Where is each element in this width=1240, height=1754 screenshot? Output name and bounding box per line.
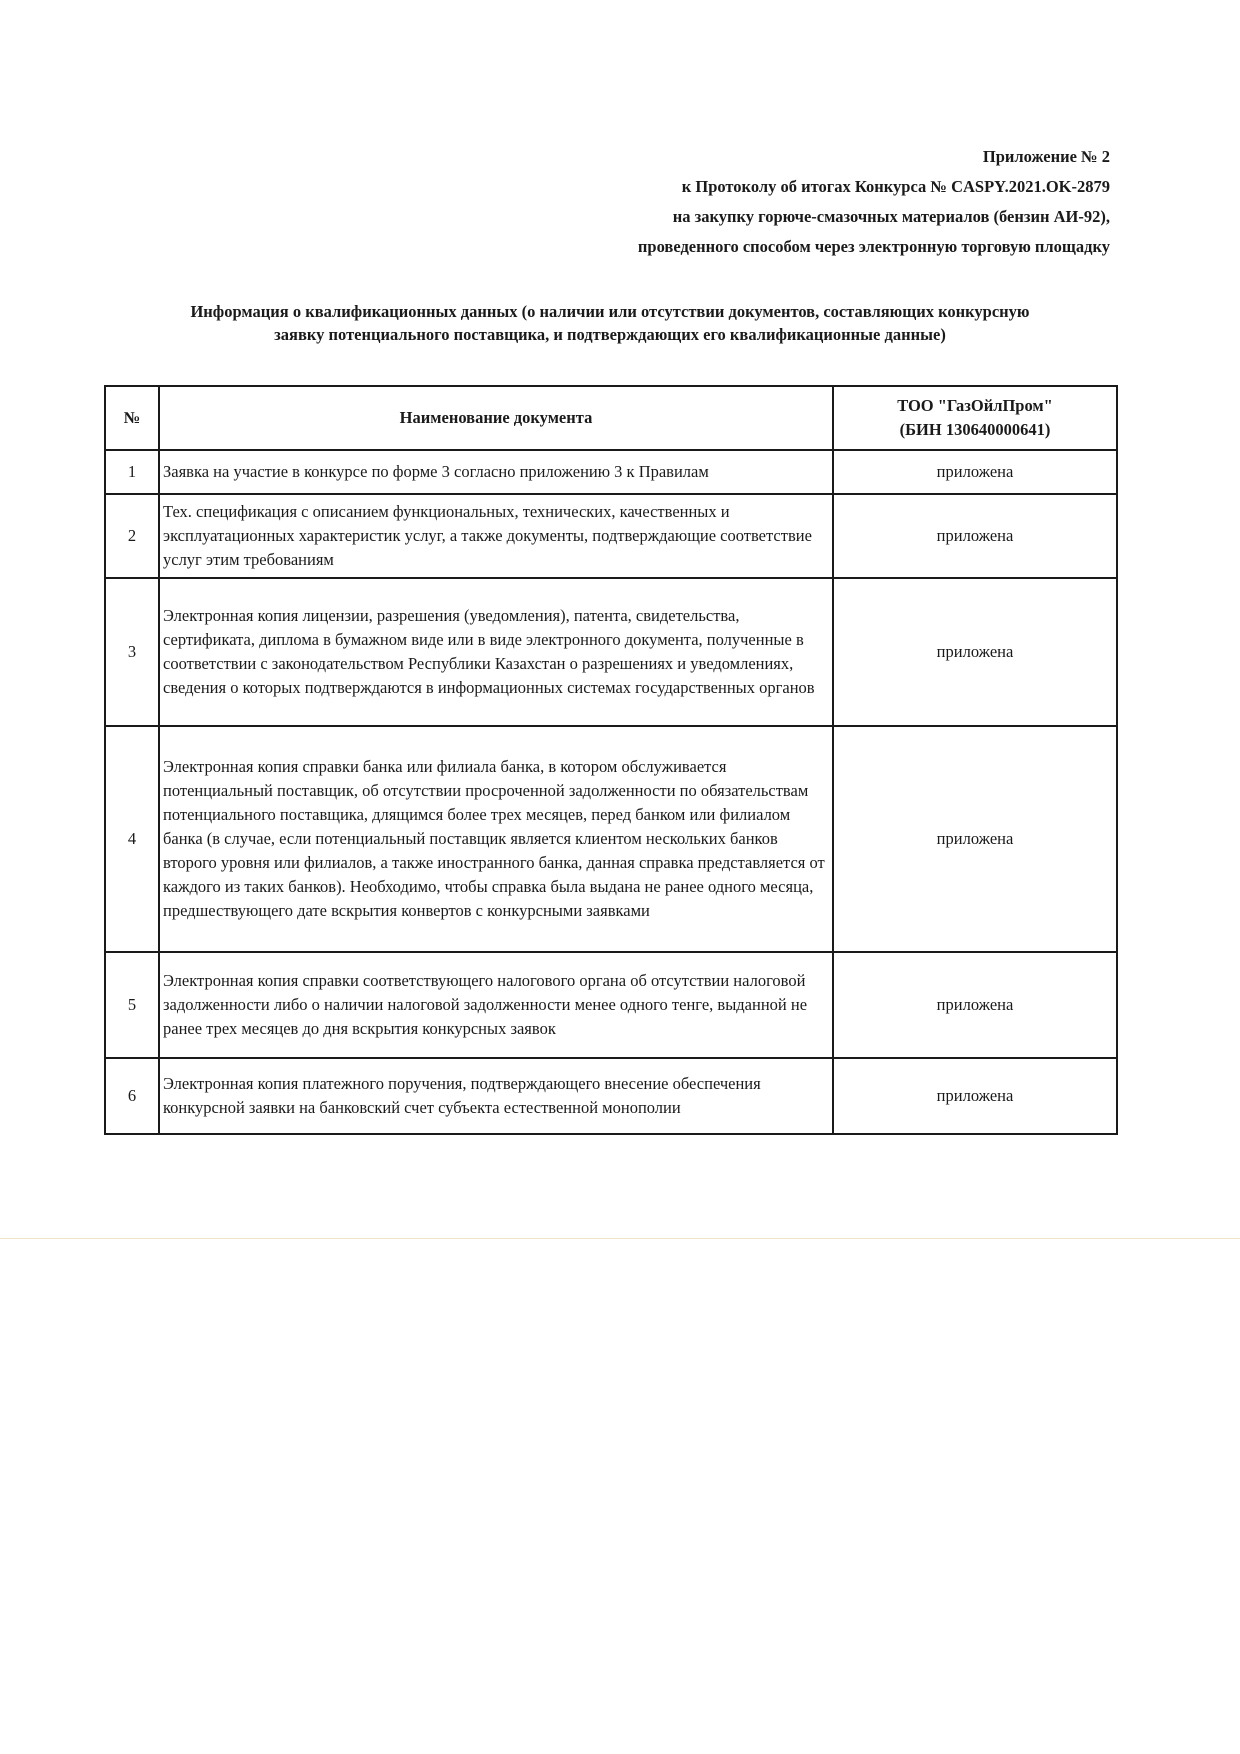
document-name: Заявка на участие в конкурсе по форме 3 согласно приложению 3 к Правилам (159, 450, 833, 494)
table-row (105, 578, 1117, 726)
row-number: 3 (105, 578, 159, 726)
document-status: приложена (833, 952, 1117, 1058)
column-header-document-name: Наименование документа (159, 386, 833, 450)
document-name: Электронная копия справки банка или филиала банка, в котором обслуживается потенциальный поставщик, об отсутствии просроченной задолженности по обязательствам потенциального поставщика, длящимся более трех месяцев, перед банком или филиалом банка (в случае, если потенциальный поставщик является клиентом нескольких банков второго уровня или филиалов, а также иностранного банка, данная справка представляется от каждого из таких банков). Необходимо, чтобы справка была выдана не ранее одного месяца, предшествующего дате вскрытия конвертов с конкурсными заявками (159, 726, 833, 952)
document-name: Электронная копия платежного поручения, подтверждающего внесение обеспечения конкурсной заявки на банковский счет субъекта естественной монополии (159, 1058, 833, 1134)
title-line-1: Информация о квалификационных данных (о наличии или отсутствии документов, составляющих конкурсную (190, 302, 1030, 321)
document-status: приложена (833, 1058, 1117, 1134)
page-divider (0, 1238, 1240, 1239)
supplier-bin: (БИН 130640000641) (899, 420, 1051, 439)
document-status: приложена (833, 726, 1117, 952)
document-name: Электронная копия справки соответствующего налогового органа об отсутствии налоговой задолженности либо о наличии налоговой задолженности менее одного тенге, выданной не ранее трех месяцев до дня вскрытия конкурсных заявок (159, 952, 833, 1058)
document-status: приложена (833, 450, 1117, 494)
table-header-row (105, 386, 1117, 450)
qualification-table (104, 385, 1118, 1135)
protocol-reference: к Протоколу об итогах Конкурса № CASPY.2021.OK-2879 (681, 177, 1110, 196)
table-row (105, 726, 1117, 952)
table-row (105, 494, 1117, 578)
row-number: 4 (105, 726, 159, 952)
row-number: 2 (105, 494, 159, 578)
column-header-number: № (105, 386, 159, 450)
document-status: приложена (833, 494, 1117, 578)
table-row (105, 450, 1117, 494)
supplier-name: ТОО "ГазОйлПром" (897, 396, 1053, 415)
document-name: Тех. спецификация с описанием функциональных, технических, качественных и эксплуатационных характеристик услуг, а также документы, подтверждающие соответствие услуг этим требованиям (159, 494, 833, 578)
column-header-supplier (833, 386, 1117, 450)
procurement-method: проведенного способом через электронную торговую площадку (637, 237, 1110, 256)
document-name: Электронная копия лицензии, разрешения (уведомления), патента, свидетельства, сертификата, диплома в бумажном виде или в виде электронного документа, полученные в соответствии с законодательством Республики Казахстан о разрешениях и уведомлениях, сведения о которых подтверждаются в информационных системах государственных органов (159, 578, 833, 726)
row-number: 1 (105, 450, 159, 494)
row-number: 5 (105, 952, 159, 1058)
document-status: приложена (833, 578, 1117, 726)
document-title (100, 300, 1120, 346)
document-header (638, 142, 1110, 262)
row-number: 6 (105, 1058, 159, 1134)
procurement-subject: на закупку горюче-смазочных материалов (бензин АИ-92), (672, 207, 1110, 226)
table-row (105, 1058, 1117, 1134)
table-row (105, 952, 1117, 1058)
title-line-2: заявку потенциального поставщика, и подтверждающих его квалификационные данные) (274, 325, 946, 344)
appendix-number: Приложение № 2 (982, 147, 1110, 166)
